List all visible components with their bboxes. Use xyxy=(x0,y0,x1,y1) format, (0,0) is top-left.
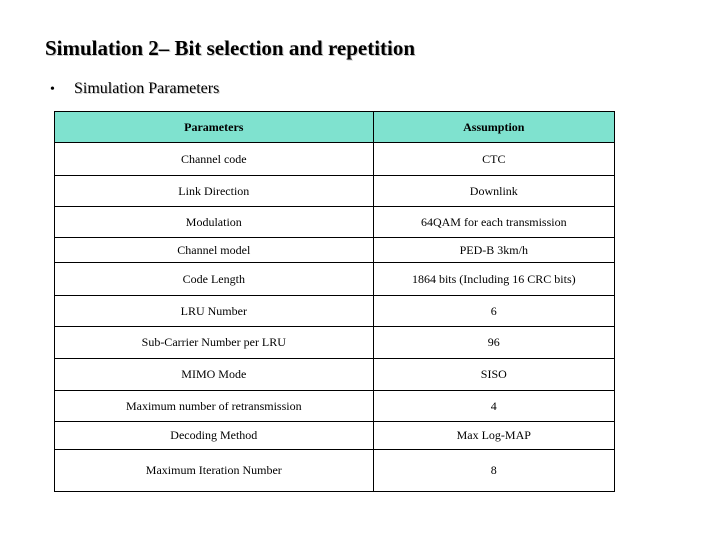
slide-title: Simulation 2– Bit selection and repetition xyxy=(45,36,416,60)
table-row xyxy=(55,207,615,238)
table-row xyxy=(55,143,615,176)
parameters-table xyxy=(54,111,615,492)
param-cell: Code Length xyxy=(55,263,374,296)
assumption-cell: 4 xyxy=(373,391,614,422)
assumption-cell: PED-B 3km/h xyxy=(373,238,614,263)
assumption-cell: SISO xyxy=(373,359,614,391)
table-row xyxy=(55,391,615,422)
table-row xyxy=(55,176,615,207)
param-cell: LRU Number xyxy=(55,296,374,327)
table-row xyxy=(55,263,615,296)
table-row xyxy=(55,296,615,327)
bullet-text: Simulation Parameters xyxy=(74,80,220,97)
table-row xyxy=(55,238,615,263)
table-row xyxy=(55,359,615,391)
assumption-cell: 1864 bits (Including 16 CRC bits) xyxy=(373,263,614,296)
assumption-cell: Downlink xyxy=(373,176,614,207)
assumption-cell: CTC xyxy=(373,143,614,176)
param-cell: Decoding Method xyxy=(55,422,374,450)
param-cell: Maximum number of retransmission xyxy=(55,391,374,422)
assumption-cell: 8 xyxy=(373,450,614,492)
table-row xyxy=(55,327,615,359)
param-cell: MIMO Mode xyxy=(55,359,374,391)
param-cell: Channel code xyxy=(55,143,374,176)
table-row xyxy=(55,450,615,492)
table-header-row xyxy=(55,112,615,143)
assumption-cell: 96 xyxy=(373,327,614,359)
header-assumption: Assumption xyxy=(373,112,614,143)
param-cell: Modulation xyxy=(55,207,374,238)
header-parameters: Parameters xyxy=(55,112,374,143)
param-cell: Sub-Carrier Number per LRU xyxy=(55,327,374,359)
assumption-cell: Max Log-MAP xyxy=(373,422,614,450)
param-cell: Link Direction xyxy=(55,176,374,207)
table-row xyxy=(55,422,615,450)
assumption-cell: 64QAM for each transmission xyxy=(373,207,614,238)
assumption-cell: 6 xyxy=(373,296,614,327)
param-cell: Maximum Iteration Number xyxy=(55,450,374,492)
param-cell: Channel model xyxy=(55,238,374,263)
bullet-item xyxy=(50,80,219,98)
bullet-glyph: • xyxy=(50,82,55,97)
